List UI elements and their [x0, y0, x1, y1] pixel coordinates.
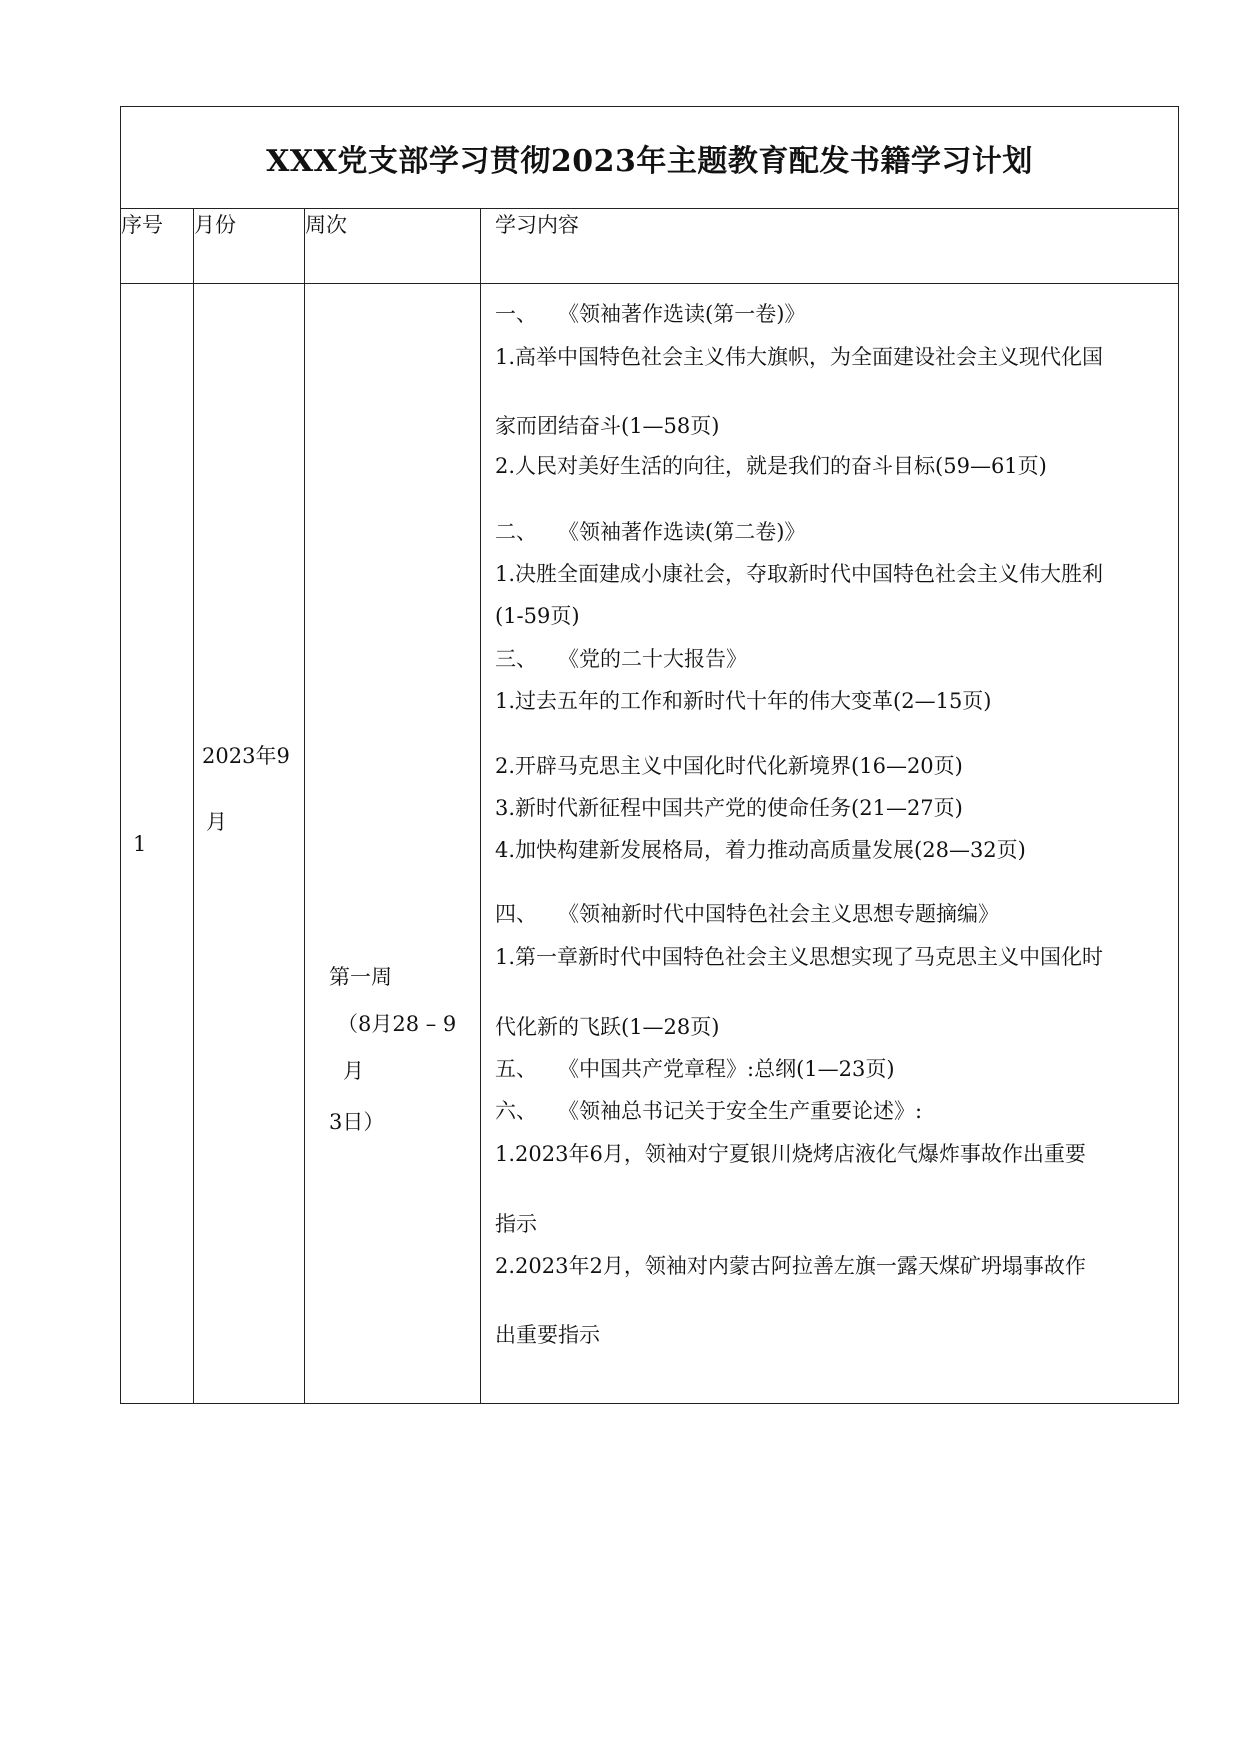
content-line: 1.高举中国特色社会主义伟大旗帜，为全面建设社会主义现代化国	[495, 345, 1104, 369]
row-week-line4: 3日）	[329, 1110, 385, 1134]
content-line: 出重要指示	[495, 1323, 600, 1347]
content-line: 4.加快构建新发展格局，着力推动高质量发展(28—32页)	[495, 838, 1026, 862]
content-line: 代化新的飞跃(1—28页)	[495, 1015, 720, 1039]
row-no: 1	[121, 284, 194, 1404]
row-month-line2: 月	[206, 809, 227, 834]
content-line: 2.2023年2月，领袖对内蒙古阿拉善左旗一露天煤矿坍塌事故作	[495, 1254, 1086, 1278]
page-title: XXX党支部学习贯彻2023年主题教育配发书籍学习计划	[266, 143, 1033, 179]
content-line: 五、 《中国共产党章程》:总纲(1—23页)	[495, 1057, 895, 1081]
content-line: 二、 《领袖著作选读(第二卷)》	[495, 520, 806, 544]
content-line: 三、 《党的二十大报告》	[495, 647, 747, 671]
content-line: (1-59页)	[495, 604, 580, 628]
content-line: 2.开辟马克思主义中国化时代化新境界(16—20页)	[495, 754, 963, 778]
row-month-cell	[194, 284, 305, 1404]
study-plan-table	[120, 106, 1179, 1404]
row-week-line2: （8月28 – 9	[337, 1012, 457, 1036]
content-line: 1.过去五年的工作和新时代十年的伟大变革(2—15页)	[495, 689, 992, 713]
content-line: 六、 《领袖总书记关于安全生产重要论述》:	[495, 1099, 923, 1123]
content-line: 2.人民对美好生活的向往，就是我们的奋斗目标(59—61页)	[495, 454, 1047, 478]
content-line: 家而团结奋斗(1—58页)	[495, 414, 720, 438]
content-line: 一、 《领袖著作选读(第一卷)》	[495, 302, 806, 326]
row-month-line1: 2023年9	[202, 743, 290, 768]
title-cell	[121, 107, 1179, 209]
header-no: 序号	[121, 209, 194, 284]
content-line: 指示	[495, 1212, 537, 1236]
content-line: 3.新时代新征程中国共产党的使命任务(21—27页)	[495, 796, 963, 820]
content-line: 四、 《领袖新时代中国特色社会主义思想专题摘编》	[495, 902, 999, 926]
row-week-line3: 月	[343, 1059, 364, 1083]
content-line: 1.第一章新时代中国特色社会主义思想实现了马克思主义中国化时	[495, 945, 1104, 969]
header-month: 月份	[194, 209, 305, 284]
content-lines	[495, 298, 1168, 1388]
header-content: 学习内容	[481, 209, 1179, 284]
row-content-cell	[481, 284, 1179, 1404]
header-week: 周次	[305, 209, 481, 284]
content-line: 1.决胜全面建成小康社会，夺取新时代中国特色社会主义伟大胜利	[495, 562, 1104, 586]
content-line: 1.2023年6月，领袖对宁夏银川烧烤店液化气爆炸事故作出重要	[495, 1142, 1086, 1166]
row-week-cell	[305, 284, 481, 1404]
row-week-line1: 第一周	[329, 965, 392, 989]
